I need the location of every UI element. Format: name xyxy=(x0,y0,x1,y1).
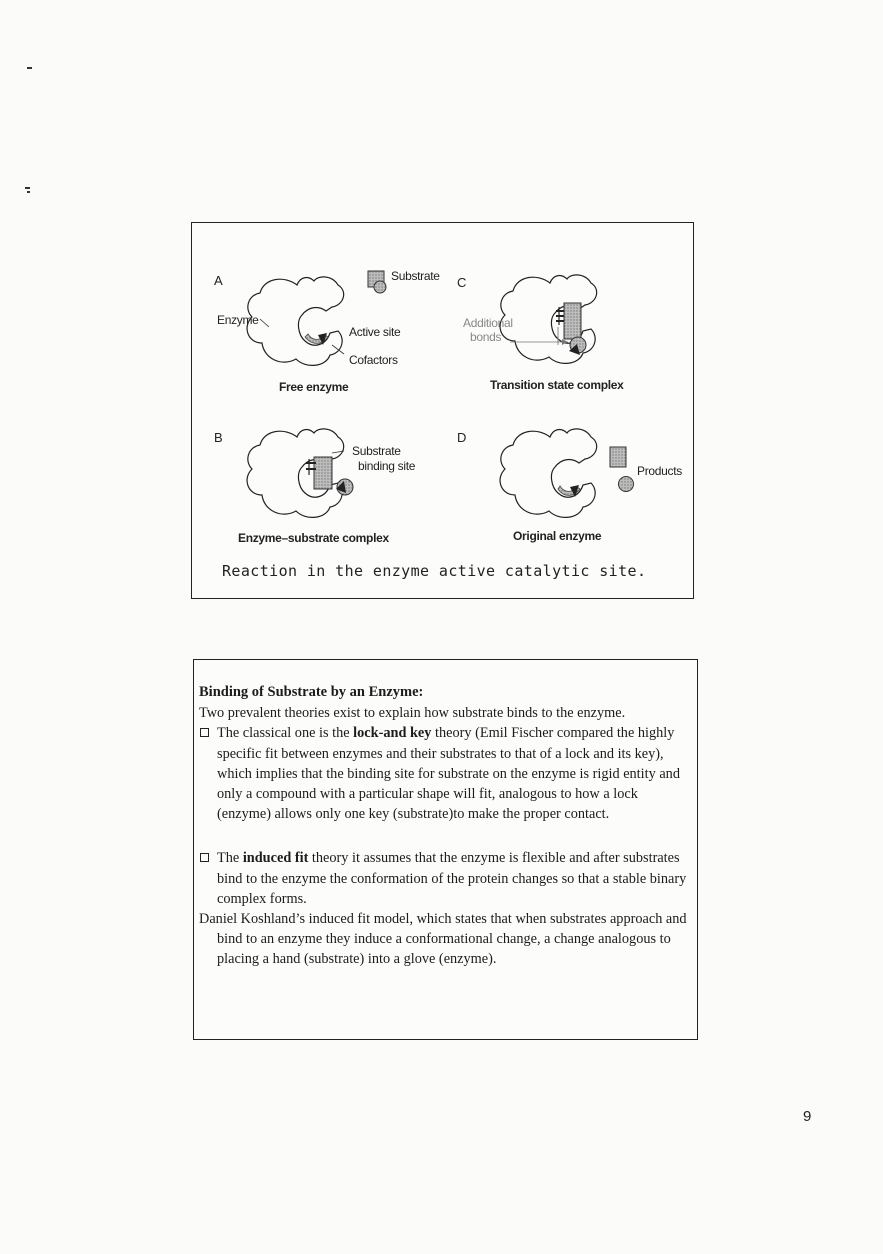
substrate-binding-site-label-1: Substrate xyxy=(352,444,401,458)
product-square xyxy=(610,447,626,467)
original-enzyme-caption: Original enzyme xyxy=(513,529,602,543)
scan-speck xyxy=(27,191,30,193)
free-enzyme-drawing xyxy=(247,271,386,365)
products-label: Products xyxy=(637,464,682,478)
product-circle xyxy=(619,477,634,492)
additional-bonds-label-1: Additional xyxy=(463,316,513,330)
checkbox-bullet-icon xyxy=(200,853,209,862)
enzyme-label: Enzyme xyxy=(217,313,259,327)
scan-speck xyxy=(25,187,30,189)
intro-paragraph: Two prevalent theories exist to explain how substrate binds to the enzyme. xyxy=(199,705,626,722)
bullet-induced-fit xyxy=(199,848,691,909)
scan-speck xyxy=(27,67,32,69)
figure-panel xyxy=(191,222,694,599)
bullet1-text: theory (Emil Fischer compared the highly specific fit between enzymes and their substrates to that of a lock and its key), which implies that the binding site for substrate on the enzyme is rigid entity and only a compound with a particular shape will fit, analogous to how a lock (enzyme) allows only one key (substrate)to make the proper contact. xyxy=(217,725,680,823)
bullet2-text: theory it assumes that the enzyme is flexible and after substrates bind to the enzyme the conformation of the protein changes so that a stable binary complex forms. xyxy=(217,850,687,907)
section-heading: Binding of Substrate by an Enzyme: xyxy=(199,684,424,700)
cofactors-label: Cofactors xyxy=(349,353,398,367)
free-enzyme-caption: Free enzyme xyxy=(279,380,349,394)
transition-state-caption: Transition state complex xyxy=(490,378,624,392)
koshland-paragraph: Daniel Koshland’s induced fit model, which states that when substrates approach and bind to an enzyme they induce a conformational change, a change analogous to placing a hand (substrate) into a glove (enzyme). xyxy=(199,911,687,968)
transition-state-drawing xyxy=(500,275,597,363)
bullet2-prefix: The xyxy=(217,850,243,867)
enzyme-substrate-complex-caption: Enzyme–substrate complex xyxy=(238,531,389,545)
bullet1-prefix: The classical one is the xyxy=(217,725,354,742)
panel-label-c: C xyxy=(457,275,467,290)
substrate-label: Substrate xyxy=(391,269,440,283)
checkbox-bullet-icon xyxy=(200,728,209,737)
enzyme-substrate-complex-drawing xyxy=(247,429,353,517)
page-number: 9 xyxy=(803,1108,812,1125)
active-site-label: Active site xyxy=(349,325,401,339)
original-enzyme-drawing xyxy=(500,429,633,517)
substrate-binding-site-label-2: binding site xyxy=(358,459,416,473)
bullet1-term: lock-and key xyxy=(353,725,432,742)
bullet2-term: induced fit xyxy=(242,850,309,867)
panel-label-a: A xyxy=(214,273,223,288)
bullet-lock-and-key xyxy=(199,723,691,824)
panel-label-d: D xyxy=(457,430,467,445)
text-panel xyxy=(193,659,698,1040)
figure-title: Reaction in the enzyme active catalytic site. xyxy=(222,562,647,580)
panel-label-b: B xyxy=(214,430,223,445)
additional-bonds-label-2: bonds xyxy=(470,330,502,344)
